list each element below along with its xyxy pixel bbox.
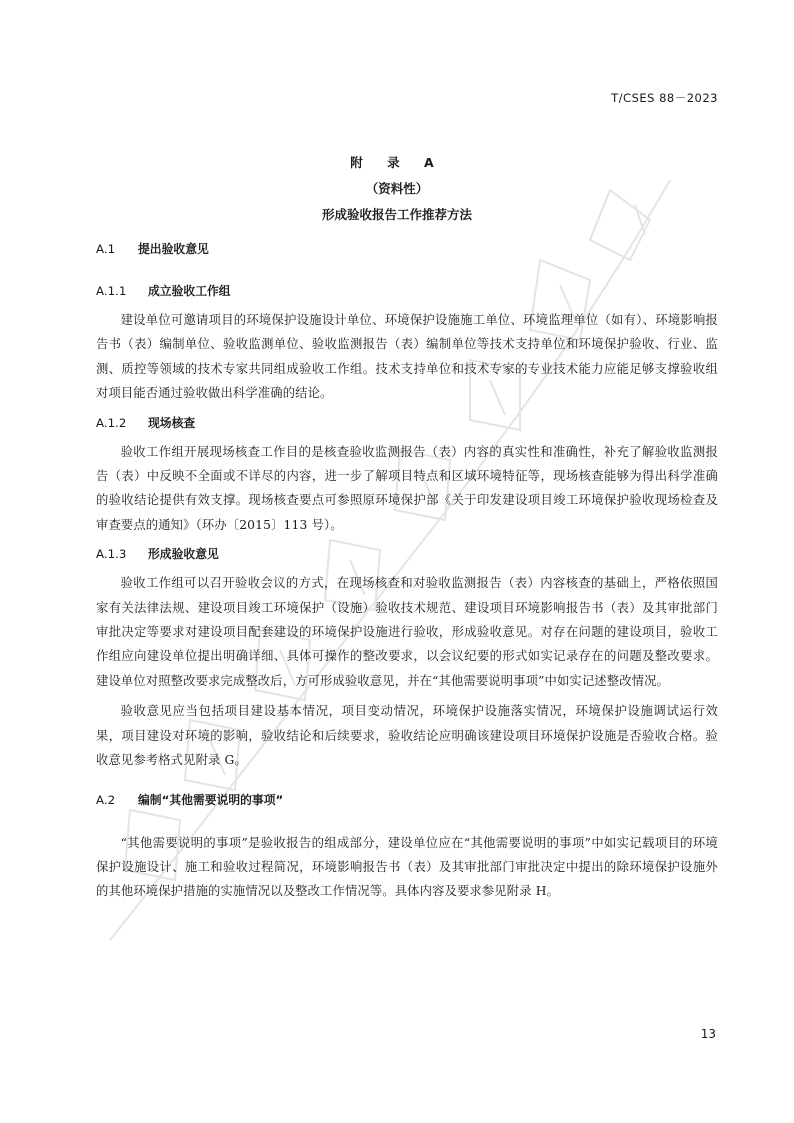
paragraph: “其他需要说明的事项”是验收报告的组成部分，建设单位应在“其他需要说明的事项”中如实记载项目的环境保护设施设计、施工和验收过程简况，环境影响报告书（表）及其审批部门审批决定中提出的除环境保护设施外的其他环境保护措施的实施情况以及整改工作情况等。具体内容及要求参见附录 H。 — [96, 835, 718, 899]
paragraph: 验收工作组开展现场核查工作目的是核查验收监测报告（表）内容的真实性和准确性，补充了解验收监测报告（表）中反映不全面或不详尽的内容，进一步了解项目特点和区域环境特征等，现场核查能够为得出科学准确的验收结论提供有效支撑。现场核查要点可参照原环境保护部《关于印发建设项目竣工环境保护验收现场检查及审查要点的通知》（环办〔2015〕113 号）。 — [96, 444, 718, 532]
paragraph: 验收意见应当包括项目建设基本情况，项目变动情况，环境保护设施落实情况，环境保护设施调试运行效果，项目建设对环境的影响，验收结论和后续要求，验收结论应明确该建设项目环境保护设施是否验收合格。验收意见参考格式见附录 G。 — [96, 704, 718, 768]
section-title: 现场核查 — [148, 415, 196, 430]
section-number: A.1.1 — [96, 284, 127, 298]
section-title: 成立验收工作组 — [148, 284, 231, 298]
appendix-nature: （资料性） — [365, 181, 429, 196]
appendix-label: 附 录 A — [350, 155, 444, 170]
section-heading-a12 — [96, 412, 718, 434]
section-heading-a11 — [96, 280, 718, 302]
section-number: A.1.3 — [96, 547, 127, 562]
section-number: A.2 — [96, 792, 116, 807]
section-number: A.1 — [96, 242, 116, 256]
section-number: A.1.2 — [96, 415, 127, 430]
page-number: 13 — [700, 1027, 716, 1041]
appendix-name: 形成验收报告工作推荐方法 — [321, 207, 472, 222]
section-heading-a13 — [96, 543, 718, 565]
appendix-title-block — [0, 150, 794, 228]
section-title: 编制“其他需要说明的事项” — [138, 792, 284, 807]
section-heading-a2 — [96, 789, 718, 811]
standard-number: T/CSES 88－2023 — [611, 91, 718, 105]
document-body — [96, 238, 718, 910]
paragraph: 验收工作组可以召开验收会议的方式，在现场核查和对验收监测报告（表）内容核查的基础上，严格依照国家有关法律法规、建设项目竣工环境保护（设施）验收技术规范、建设项目环境影响报告书（表）及其审批部门审批决定等要求对建设项目配套建设的环境保护设施进行验收，形成验收意见。对存在问题的建设项目，验收工作组应向建设单位提出明确详细、具体可操作的整改要求，以会议纪要的形式如实记录存在的问题及整改要求。建设单位对照整改要求完成整改后，方可形成验收意见，并在“其他需要说明事项”中如实记述整改情况。 — [96, 576, 718, 688]
section-title: 形成验收意见 — [148, 547, 219, 562]
section-title: 提出验收意见 — [138, 242, 209, 256]
section-heading-a1 — [96, 238, 718, 260]
paragraph: 建设单位可邀请项目的环境保护设施设计单位、环境保护设施施工单位、环境监理单位（如有）、环境影响报告书（表）编制单位、验收监测单位、验收监测报告（表）编制单位等技术支持单位和环境保护验收、行业、监测、质控等领域的技术专家共同组成验收工作组。技术支持单位和技术专家的专业技术能力应能足够支撑验收组对项目能否通过验收做出科学准确的结论。 — [96, 313, 718, 401]
